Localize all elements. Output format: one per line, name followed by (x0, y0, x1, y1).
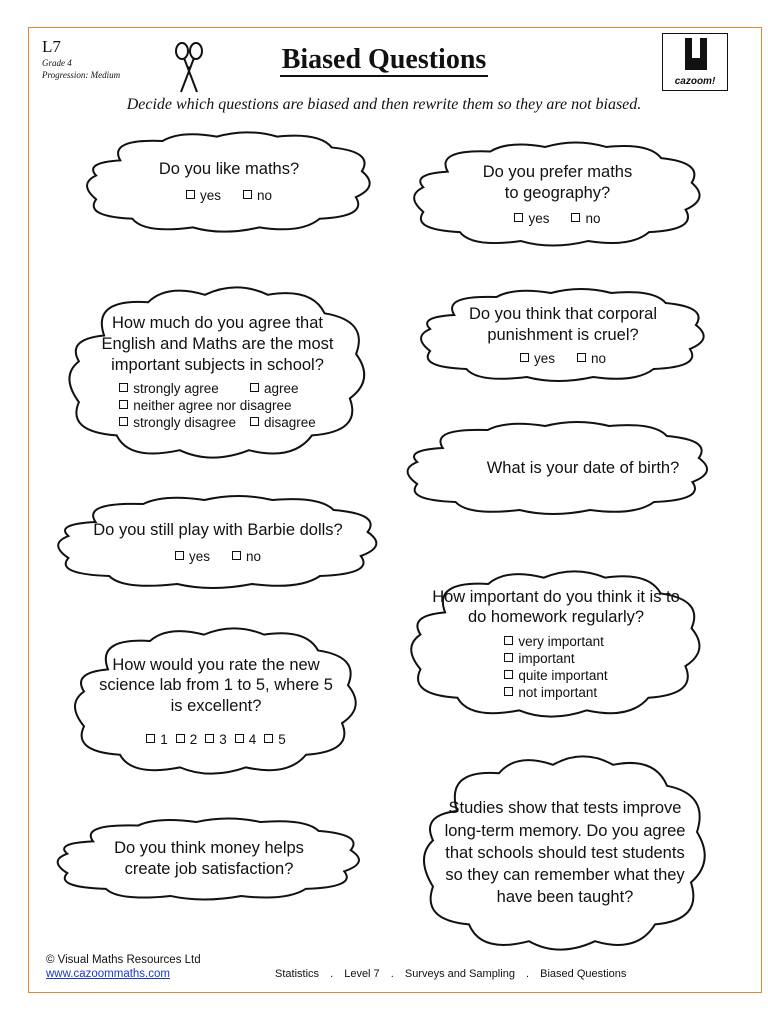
question-text: Do you still play with Barbie dolls? (93, 521, 343, 540)
checkbox-icon (250, 383, 259, 392)
checkbox-icon (504, 636, 513, 645)
answer-option[interactable]: yes (186, 188, 221, 203)
question-cloud (78, 128, 380, 236)
question-cloud (60, 280, 375, 465)
answer-option[interactable]: important (504, 651, 607, 668)
question-text: Do you think money helps create job satisfaction? (114, 839, 304, 878)
checkbox-icon (514, 213, 523, 222)
answer-option[interactable]: 2 (176, 732, 198, 747)
answer-option[interactable]: no (577, 351, 606, 366)
answer-option[interactable]: yes (175, 549, 210, 564)
instruction-text: Decide which questions are biased and then rewrite them so they are not biased. (126, 96, 642, 113)
question-cloud (48, 815, 370, 903)
checkbox-icon (186, 190, 195, 199)
answer-option[interactable]: 5 (264, 732, 286, 747)
answer-option[interactable]: 1 (146, 732, 168, 747)
answer-option[interactable]: not important (504, 685, 607, 702)
answer-option[interactable]: 3 (205, 732, 227, 747)
checkbox-icon (232, 551, 241, 560)
checkbox-icon (235, 734, 244, 743)
logo-mark-icon (685, 38, 707, 70)
checkbox-icon (243, 190, 252, 199)
answer-option[interactable]: quite important (504, 668, 607, 685)
progression-label: Progression: Medium (42, 70, 121, 80)
copyright-text: © Visual Maths Resources Ltd (46, 954, 201, 966)
question-cloud (415, 748, 715, 958)
checkbox-icon (504, 653, 513, 662)
question-cloud (48, 492, 388, 592)
answer-option[interactable]: strongly disagree (119, 415, 236, 432)
answer-option[interactable]: no (571, 211, 600, 226)
website-link[interactable]: www.cazoommaths.com (46, 968, 170, 980)
question-text: What is your date of birth? (486, 458, 680, 477)
checkbox-icon (264, 734, 273, 743)
checkbox-icon (504, 670, 513, 679)
checkbox-icon (571, 213, 580, 222)
question-text: How would you rate the new science lab from 1 to 5, where 5 is excellent? (99, 655, 333, 715)
checkbox-icon (119, 383, 128, 392)
answer-option[interactable]: 4 (235, 732, 257, 747)
answer-option[interactable]: no (232, 549, 261, 564)
question-text: Do you like maths? (158, 160, 300, 179)
question-text: How much do you agree that English and Maths are the most important subjects in school? (101, 314, 334, 374)
question-text: Do you prefer maths to geography? (482, 162, 633, 202)
checkbox-icon (175, 551, 184, 560)
checkbox-icon (250, 417, 259, 426)
answer-option[interactable]: yes (514, 211, 549, 226)
question-text: Do you think that corporal punishment is cruel? (468, 304, 658, 344)
checkbox-icon (119, 400, 128, 409)
checkbox-icon (504, 687, 513, 696)
question-text: Studies show that tests improve long-term memory. Do you agree that schools should test students so they can remember what they have been taught? (444, 799, 686, 907)
answer-option[interactable]: very important (504, 634, 607, 651)
question-cloud (405, 138, 710, 250)
footer-breadcrumb: Statistics . Level 7 . Surveys and Sampling . Biased Questions (275, 968, 627, 980)
checkbox-icon (146, 734, 155, 743)
level-label: L7 (42, 37, 61, 56)
question-cloud (412, 285, 714, 385)
cazoom-logo: cazoom! (662, 33, 728, 91)
answer-option[interactable]: strongly agree (119, 381, 236, 398)
page-title: Biased Questions (281, 44, 487, 75)
checkbox-icon (176, 734, 185, 743)
answer-option[interactable]: disagree (250, 415, 316, 432)
checkbox-icon (520, 353, 529, 362)
checkbox-icon (119, 417, 128, 426)
checkbox-icon (577, 353, 586, 362)
answer-option[interactable]: neither agree nor disagree (119, 398, 316, 415)
checkbox-icon (205, 734, 214, 743)
question-text: How important do you think it is to do homework regularly? (432, 587, 680, 627)
grade-label: Grade 4 (42, 58, 72, 68)
question-cloud (66, 622, 366, 780)
answer-option[interactable]: agree (250, 381, 316, 398)
answer-option[interactable]: yes (520, 351, 555, 366)
question-cloud (398, 418, 718, 518)
answer-option[interactable]: no (243, 188, 272, 203)
question-cloud (402, 565, 710, 723)
